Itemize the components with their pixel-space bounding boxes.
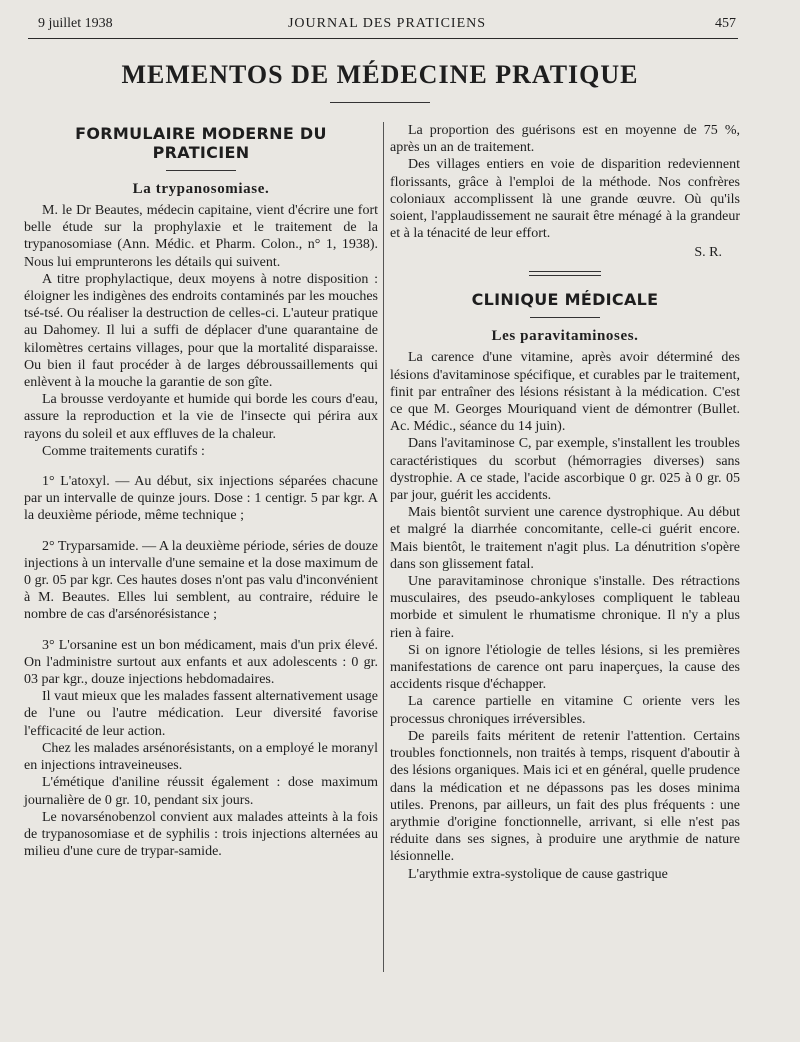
journal-name: JOURNAL DES PRATICIENS [287,16,487,31]
paragraph: 3° L'orsanine est un bon médicament, mais d'un prix élevé. On l'administre surtout aux enfants et aux adolescents : 0 gr. 03 par kgr., douze injections hebdomadaires. [24,637,378,688]
paragraph: L'arythmie extra-systolique de cause gastrique [408,866,668,882]
paragraph: Dans l'avitaminose C, par exemple, s'installent les troubles caractéristiques du scorbut (hémorragies diverses) sans dystrophie. A ce stade, l'acide ascorbique 0 gr. 025 à 0 gr. 05 par jour, guérit les accidents. [390,436,740,504]
running-head [38,16,736,36]
paragraph: La carence d'une vitamine, après avoir déterminé des lésions d'avitaminose spécifique, et curables par le traitement, finit par entraîner des lésions résistant à la médication. C'est ce que M. Georges Mouriquand vient de démontrer (Bullet. Ac. Médic., séance du 14 juin). [390,350,740,435]
author-signature: S. R. [694,245,722,261]
section-rule [530,317,600,318]
double-rule-divider [529,271,601,276]
column-divider [383,122,384,972]
page-number: 457 [715,16,736,31]
paragraph: Chez les malades arsénorésistants, on a employé le moranyl en injections intraveineuses. [24,740,378,774]
paragraph: Le novarsénobenzol convient aux malades atteints à la fois de trypanosomiase et de syphilis : trois injections alternées au milieu d'une cure de trypar-samide. [24,809,378,860]
issue-date: 9 juillet 1938 [38,16,113,31]
left-column [24,122,378,860]
paragraph: 1° L'atoxyl. — Au début, six injections séparées chacune par un intervalle de quinze jours. Dose : 1 centigr. 5 par kgr. A la deuxième période, même technique ; [24,474,378,524]
paragraph: Mais bientôt survient une carence dystrophique. Au début et malgré la diarrhée concomitante, celle-ci guérit encore. Mais bientôt, le traitement n'agit plus. La dénutrition s'opère dans son glissement fatal. [390,505,740,572]
right-column [390,122,740,883]
paragraph: Il vaut mieux que les malades fassent alternativement usage de l'une ou l'autre médication. Leur diversité favorise l'efficacité de leur action. [24,689,378,739]
paragraph: M. le Dr Beautes, médecin capitaine, vient d'écrire une fort belle étude sur la prophylaxie et le traitement de la trypanosomiase (Ann. Médic. et Pharm. Colon., n° 1, 1938). Nous lui emprunterons les détails qui suivent. [24,203,378,270]
section-title-clinique: CLINIQUE MÉDICALE [471,290,659,310]
paragraph: La proportion des guérisons est en moyenne de 75 %, après un an de traitement. [390,123,740,156]
paragraph: Comme traitements curatifs : [42,443,205,459]
section-title-formulaire: FORMULAIRE MODERNE DU PRATICIEN [75,124,327,162]
paragraph: Des villages entiers en voie de disparition redeviennent florissants, grâce à l'emploi de la méthode. Nos confrères coloniaux accomplissent là une grande œuvre. Où qu'ils soient, l'applaudissement ne saurait être ménagé à la grandeur et à la ténacité de leur effort. [390,157,740,242]
paragraph: Une paravitaminose chronique s'installe. Des rétractions musculaires, des pseudo-ankyloses compliquent le tableau morbide et simulent le rhumatisme chronique. Il n'y a plus rien à faire. [390,574,740,641]
article-subtitle-paravitaminoses: Les paravitaminoses. [491,328,639,345]
paragraph: La carence partielle en vitamine C oriente vers les processus chroniques irréversibles. [390,694,740,727]
title-rule [330,102,430,103]
paragraph: 2° Tryparsamide. — A la deuxième période, séries de douze injections à un intervalle d'une semaine et la dose maximum de 0 gr. 05 par kgr. Ces hautes doses n'ont pas valu d'inconvénient à M. Beautes. Elles lui semblent, au contraire, réduire le nombre de cas d'arsénorésistance ; [24,538,378,623]
paragraph: La brousse verdoyante et humide qui borde les cours d'eau, assure la reproduction et la vie de l'insecte qui périra aux rayons du soleil et aux effluves de la chaleur. [24,392,378,442]
paragraph: De pareils faits méritent de retenir l'attention. Certains troubles fonctionnels, non traités à temps, risquent d'aboutir à des lésions organiques. Mais ici et en général, quelle prudence dans la médication et ne dépassons pas les doses minima utiles. Prenons, par ailleurs, un fait des plus fréquents : une arythmie d'origine fonctionnelle, arrivant, si elle n'est pas réduite dans ses signes, à produire une arythmie de nature lésionnelle. [390,728,740,865]
paragraph: L'émétique d'aniline réussit également : dose maximum journalière de 0 gr. 10, pendant six jours. [24,775,378,808]
paragraph: Si on ignore l'étiologie de telles lésions, si les premières manifestations de carence ont paru inaperçues, la cause des accidents risque d'échapper. [390,642,740,693]
page-title: MEMENTOS DE MÉDECINE PRATIQUE [121,60,639,89]
paragraph: A titre prophylactique, deux moyens à notre disposition : éloigner les indigènes des endroits contaminés par les mouches tsé-tsé. Ou réaliser la destruction de celles-ci. L'auteur pratique au Dahomey. Il lui a suffi de déplacer d'une quarantaine de kilomètres certains villages, pour que la mortalité disparaisse. Ou bien il faut procéder à de larges débroussaillements qui enlèvent à la mouche la garantie de son gîte. [24,271,378,391]
header-rule [28,38,738,39]
section-rule [166,170,236,171]
article-subtitle-trypanosomiase: La trypanosomiase. [132,181,270,197]
